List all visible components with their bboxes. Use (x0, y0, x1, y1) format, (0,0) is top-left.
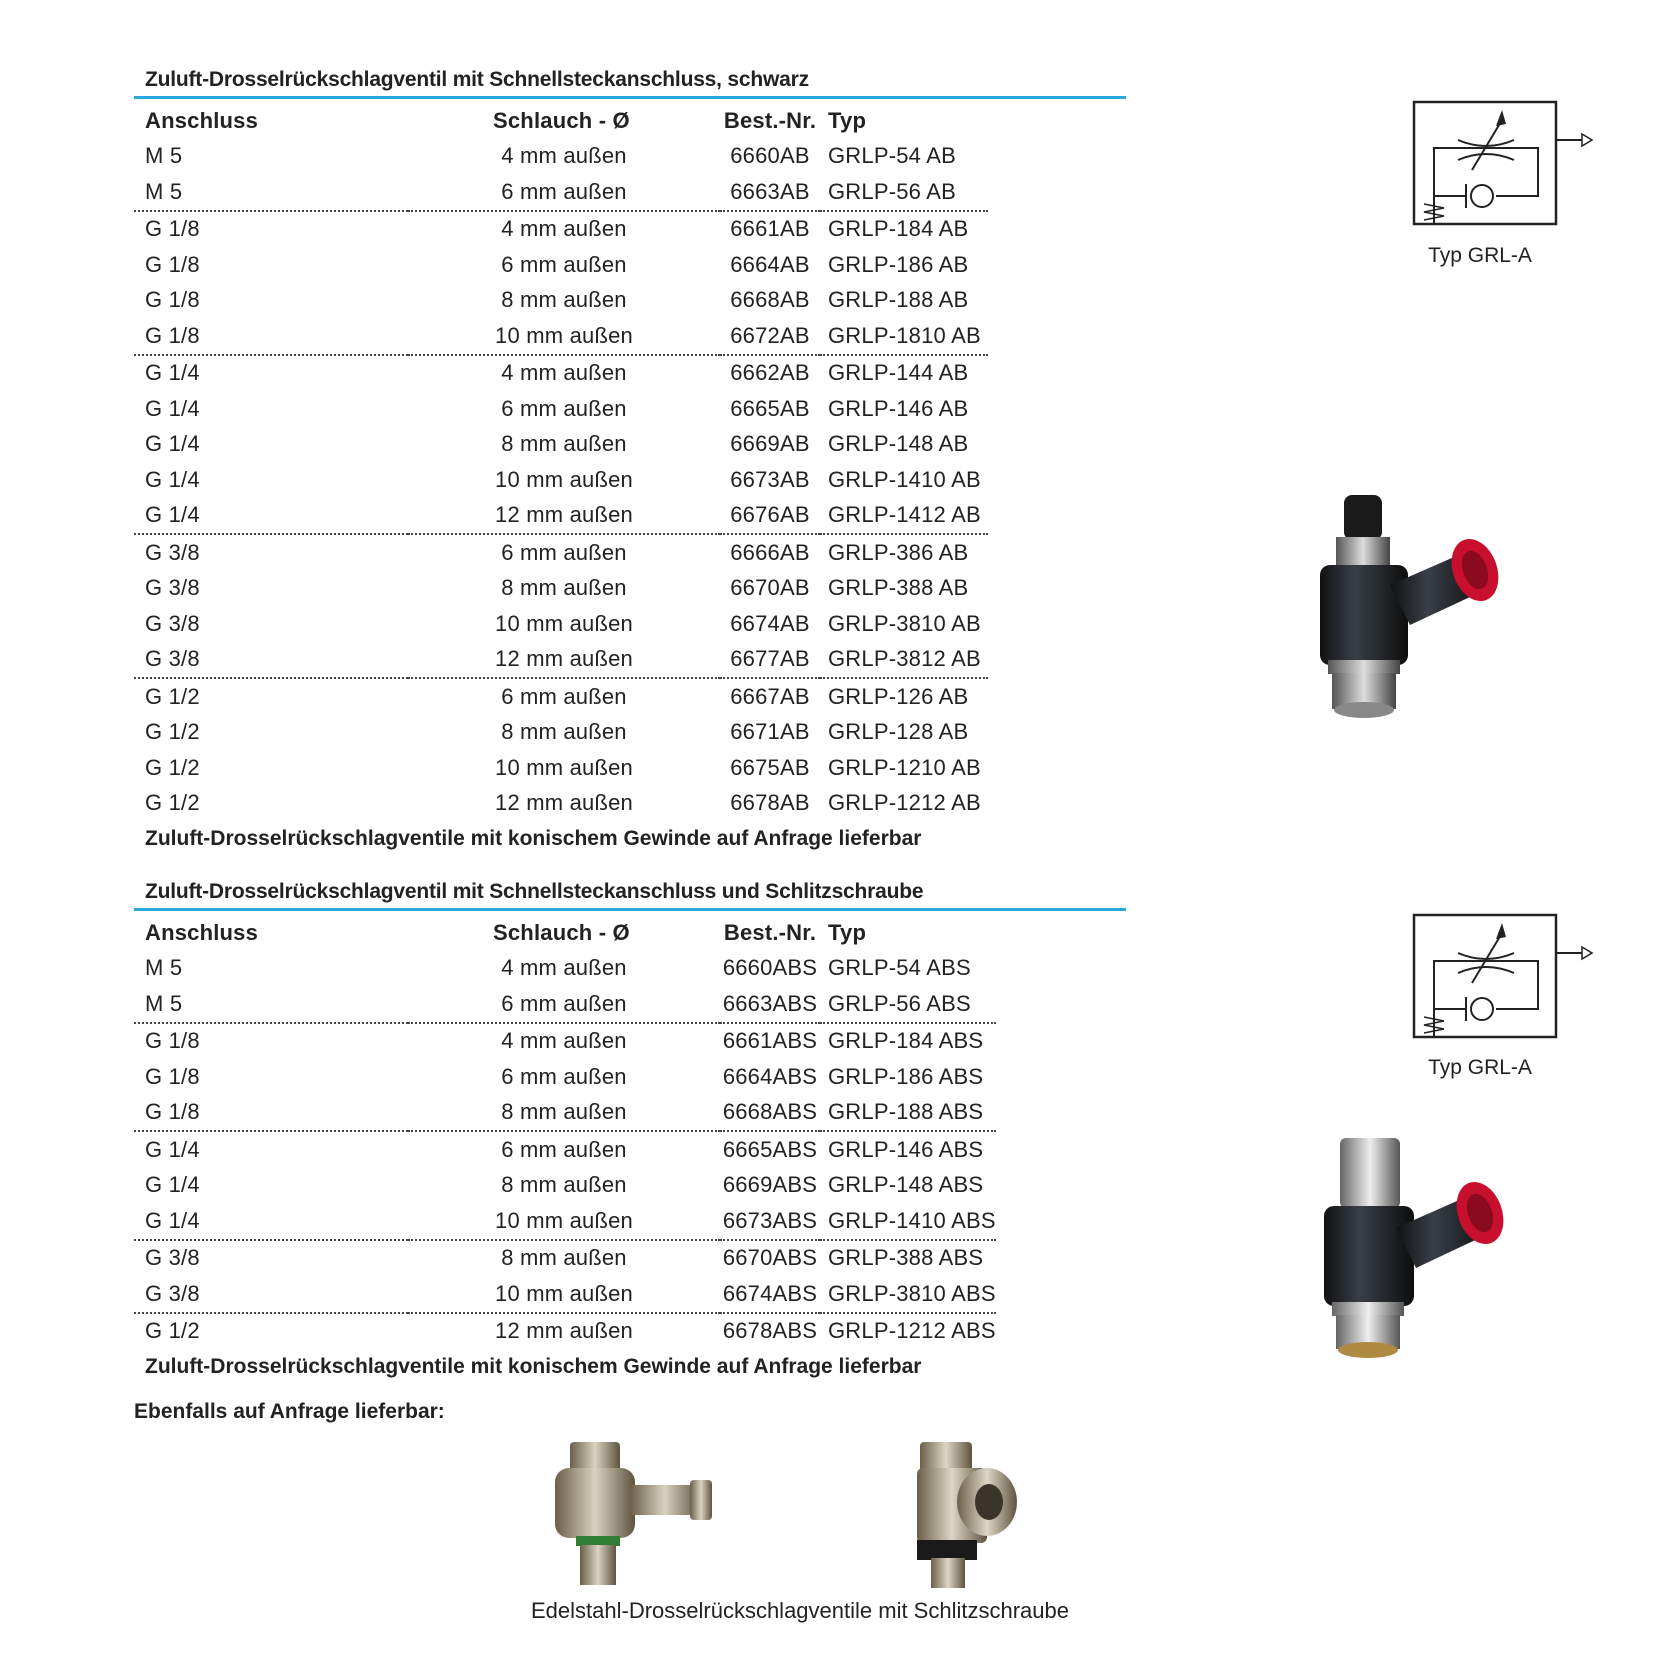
cell-typ: GRLP-126 AB (828, 683, 969, 709)
cell-anschluss: G 1/8 (145, 216, 200, 242)
availability-note: Zuluft-Drosselrückschlagventile mit konischem Gewinde auf Anfrage lieferbar (145, 827, 922, 850)
stainless-caption: Edelstahl-Drosselrückschlagventile mit Schlitzschraube (530, 1598, 1069, 1623)
cell-schlauch: 6 mm außen (501, 395, 627, 421)
col-header-typ: Typ (828, 919, 867, 945)
product-table (134, 103, 988, 821)
table-row (134, 1023, 996, 1060)
cell-schlauch: 8 mm außen (408, 1095, 720, 1132)
table-row (134, 750, 988, 786)
table-row (134, 986, 996, 1023)
section-title: Zuluft-Drosselrückschlagventil mit Schnellsteckanschluss und Schlitzschraube (134, 878, 1126, 911)
cell-schlauch: 6 mm außen (501, 1136, 627, 1162)
table-row (134, 1276, 996, 1313)
cell-bestnr: 6666AB (730, 539, 810, 565)
table-row (134, 715, 988, 751)
cell-typ: GRLP-1212 ABS (828, 1318, 996, 1344)
cell-bestnr: 6678AB (730, 790, 810, 816)
table-row (134, 951, 996, 987)
cell-bestnr: 6676AB (720, 498, 820, 535)
cell-typ: GRLP-188 ABS (820, 1095, 996, 1132)
cell-anschluss: G 3/8 (145, 539, 200, 565)
cell-typ: GRLP-54 ABS (828, 955, 971, 981)
table-row (134, 1095, 996, 1132)
cell-schlauch: 12 mm außen (495, 790, 633, 816)
table-row (134, 1240, 996, 1277)
table-row (134, 642, 988, 679)
cell-bestnr: 6661ABS (722, 1028, 818, 1054)
table-row (134, 174, 988, 211)
table-row (134, 534, 988, 571)
cell-schlauch: 8 mm außen (501, 719, 627, 745)
cell-bestnr: 6660ABS (722, 955, 818, 981)
cell-typ: GRLP-184 ABS (828, 1028, 984, 1054)
cell-schlauch: 10 mm außen (495, 466, 633, 492)
col-header-schlauch: Schlauch - Ø (493, 919, 630, 945)
cell-bestnr: 6670ABS (722, 1245, 818, 1271)
cell-schlauch: 4 mm außen (501, 955, 627, 981)
table-row (134, 1131, 996, 1168)
cell-typ: GRLP-3810 AB (828, 610, 981, 636)
cell-typ: GRLP-186 ABS (828, 1063, 984, 1089)
cell-schlauch: 6 mm außen (408, 986, 720, 1023)
cell-bestnr: 6674AB (730, 610, 810, 636)
cell-typ: GRLP-56 AB (820, 174, 988, 211)
col-header-typ: Typ (828, 107, 867, 133)
cell-typ: GRLP-1410 ABS (820, 1203, 996, 1240)
cell-anschluss: M 5 (134, 174, 408, 211)
cell-bestnr: 6669ABS (722, 1172, 818, 1198)
cell-bestnr: 6664ABS (722, 1063, 818, 1089)
table-row (134, 571, 988, 607)
valve-photo-slotted (1310, 1138, 1530, 1363)
cell-bestnr: 6677AB (720, 642, 820, 679)
cell-typ: GRLP-1212 AB (828, 790, 981, 816)
cell-anschluss: M 5 (145, 955, 183, 981)
cell-schlauch: 10 mm außen (408, 318, 720, 355)
col-header-schlauch: Schlauch - Ø (493, 107, 630, 133)
table-row (134, 391, 988, 427)
valve-photo-black (1310, 495, 1530, 720)
cell-schlauch: 6 mm außen (408, 174, 720, 211)
table-row (134, 1203, 996, 1240)
cell-schlauch: 8 mm außen (501, 1245, 627, 1271)
cell-typ: GRLP-148 ABS (828, 1172, 984, 1198)
col-header-anschluss: Anschluss (145, 107, 259, 133)
table-row (134, 355, 988, 392)
col-header-anschluss: Anschluss (145, 919, 259, 945)
cell-bestnr: 6670AB (730, 575, 810, 601)
also-available-title: Ebenfalls auf Anfrage lieferbar: (134, 1400, 445, 1423)
cell-schlauch: 4 mm außen (501, 143, 627, 169)
cell-bestnr: 6663AB (720, 174, 820, 211)
cell-schlauch: 8 mm außen (501, 1172, 627, 1198)
cell-anschluss: G 3/8 (134, 642, 408, 679)
cell-typ: GRLP-184 AB (828, 216, 969, 242)
section-slotted-screw (134, 878, 1126, 1383)
table-row (134, 1059, 996, 1095)
cell-anschluss: G 1/4 (145, 395, 200, 421)
table-row (134, 318, 988, 355)
cell-anschluss: G 1/4 (145, 466, 200, 492)
cell-anschluss: G 1/4 (134, 498, 408, 535)
cell-anschluss: G 1/2 (145, 719, 200, 745)
cell-typ: GRLP-188 AB (828, 287, 969, 313)
cell-anschluss: G 1/4 (145, 360, 200, 386)
cell-schlauch: 10 mm außen (495, 754, 633, 780)
cell-anschluss: G 1/8 (145, 251, 200, 277)
cell-schlauch: 10 mm außen (495, 610, 633, 636)
cell-anschluss: G 1/4 (145, 1136, 200, 1162)
cell-anschluss: G 1/4 (145, 1172, 200, 1198)
table-row (134, 139, 988, 175)
cell-schlauch: 10 mm außen (408, 1203, 720, 1240)
cell-bestnr: 6668AB (730, 287, 810, 313)
table-body (134, 139, 988, 822)
cell-anschluss: M 5 (145, 143, 183, 169)
cell-anschluss: G 1/8 (134, 318, 408, 355)
cell-schlauch: 6 mm außen (501, 251, 627, 277)
product-table (134, 915, 996, 1349)
table-row (134, 462, 988, 498)
cell-anschluss: G 1/2 (145, 790, 200, 816)
cell-schlauch: 4 mm außen (501, 360, 627, 386)
cell-anschluss: G 3/8 (145, 1245, 200, 1271)
table-row (134, 498, 988, 535)
cell-schlauch: 8 mm außen (501, 431, 627, 457)
table-row (134, 247, 988, 283)
cell-bestnr: 6675AB (730, 754, 810, 780)
cell-schlauch: 10 mm außen (408, 1276, 720, 1313)
cell-anschluss: G 1/8 (145, 287, 200, 313)
cell-schlauch: 8 mm außen (501, 287, 627, 313)
symbol-caption: Typ GRL-A (1428, 1056, 1532, 1079)
stainless-valve-photo-2 (915, 1440, 1025, 1590)
cell-typ: GRLP-1210 AB (828, 754, 981, 780)
cell-typ: GRLP-56 ABS (820, 986, 996, 1023)
cell-schlauch: 12 mm außen (408, 498, 720, 535)
cell-anschluss: G 1/8 (145, 1028, 200, 1054)
cell-typ: GRLP-1412 AB (820, 498, 988, 535)
cell-schlauch: 6 mm außen (501, 539, 627, 565)
cell-bestnr: 6672AB (720, 318, 820, 355)
cell-bestnr: 6663ABS (720, 986, 820, 1023)
cell-schlauch: 12 mm außen (408, 642, 720, 679)
table-row (134, 283, 988, 319)
table-row (134, 1313, 996, 1350)
cell-anschluss: G 3/8 (145, 575, 200, 601)
cell-typ: GRLP-388 AB (828, 575, 969, 601)
cell-bestnr: 6671AB (730, 719, 810, 745)
table-row (134, 1168, 996, 1204)
cell-bestnr: 6665ABS (722, 1136, 818, 1162)
cell-schlauch: 4 mm außen (501, 216, 627, 242)
cell-typ: GRLP-148 AB (828, 431, 969, 457)
cell-bestnr: 6674ABS (720, 1276, 820, 1313)
cell-typ: GRLP-386 AB (828, 539, 969, 565)
cell-schlauch: 6 mm außen (501, 1063, 627, 1089)
cell-bestnr: 6669AB (730, 431, 810, 457)
table-row (134, 427, 988, 463)
cell-bestnr: 6665AB (730, 395, 810, 421)
cell-bestnr: 6667AB (730, 683, 810, 709)
cell-anschluss: G 1/4 (134, 1203, 408, 1240)
availability-note: Zuluft-Drosselrückschlagventile mit konischem Gewinde auf Anfrage lieferbar (145, 1355, 922, 1378)
cell-anschluss: G 3/8 (134, 1276, 408, 1313)
cell-anschluss: G 3/8 (145, 610, 200, 636)
cell-typ: GRLP-3812 AB (820, 642, 988, 679)
col-header-bestnr: Best.-Nr. (723, 107, 817, 133)
cell-anschluss: M 5 (134, 986, 408, 1023)
valve-symbol-diagram (1410, 913, 1600, 1048)
cell-typ: GRLP-3810 ABS (820, 1276, 996, 1313)
stainless-valve-photo-1 (550, 1440, 720, 1590)
cell-anschluss: G 1/2 (145, 1318, 200, 1344)
table-row (134, 786, 988, 822)
symbol-caption: Typ GRL-A (1428, 244, 1532, 267)
cell-bestnr: 6660AB (730, 143, 810, 169)
cell-typ: GRLP-128 AB (828, 719, 969, 745)
cell-bestnr: 6673AB (730, 466, 810, 492)
cell-bestnr: 6661AB (730, 216, 810, 242)
table-row (134, 678, 988, 715)
cell-anschluss: G 1/2 (145, 754, 200, 780)
cell-anschluss: G 1/8 (145, 1063, 200, 1089)
cell-bestnr: 6668ABS (720, 1095, 820, 1132)
cell-typ: GRLP-186 AB (828, 251, 969, 277)
cell-typ: GRLP-146 ABS (828, 1136, 984, 1162)
cell-bestnr: 6664AB (730, 251, 810, 277)
cell-typ: GRLP-144 AB (828, 360, 969, 386)
cell-schlauch: 8 mm außen (501, 575, 627, 601)
cell-bestnr: 6662AB (730, 360, 810, 386)
section-black (134, 66, 1126, 855)
cell-bestnr: 6678ABS (722, 1318, 818, 1344)
cell-typ: GRLP-146 AB (828, 395, 969, 421)
cell-typ: GRLP-388 ABS (828, 1245, 984, 1271)
cell-schlauch: 12 mm außen (495, 1318, 633, 1344)
valve-symbol-diagram (1410, 100, 1600, 235)
table-row (134, 211, 988, 248)
cell-anschluss: G 1/2 (145, 683, 200, 709)
section-title: Zuluft-Drosselrückschlagventil mit Schnellsteckanschluss, schwarz (134, 66, 1126, 99)
cell-typ: GRLP-1810 AB (820, 318, 988, 355)
cell-anschluss: G 1/8 (134, 1095, 408, 1132)
cell-bestnr: 6673ABS (720, 1203, 820, 1240)
cell-typ: GRLP-1410 AB (828, 466, 981, 492)
cell-schlauch: 4 mm außen (501, 1028, 627, 1054)
col-header-bestnr: Best.-Nr. (723, 919, 817, 945)
cell-anschluss: G 1/4 (145, 431, 200, 457)
cell-schlauch: 6 mm außen (501, 683, 627, 709)
table-row (134, 606, 988, 642)
table-body (134, 951, 996, 1350)
cell-typ: GRLP-54 AB (828, 143, 956, 169)
